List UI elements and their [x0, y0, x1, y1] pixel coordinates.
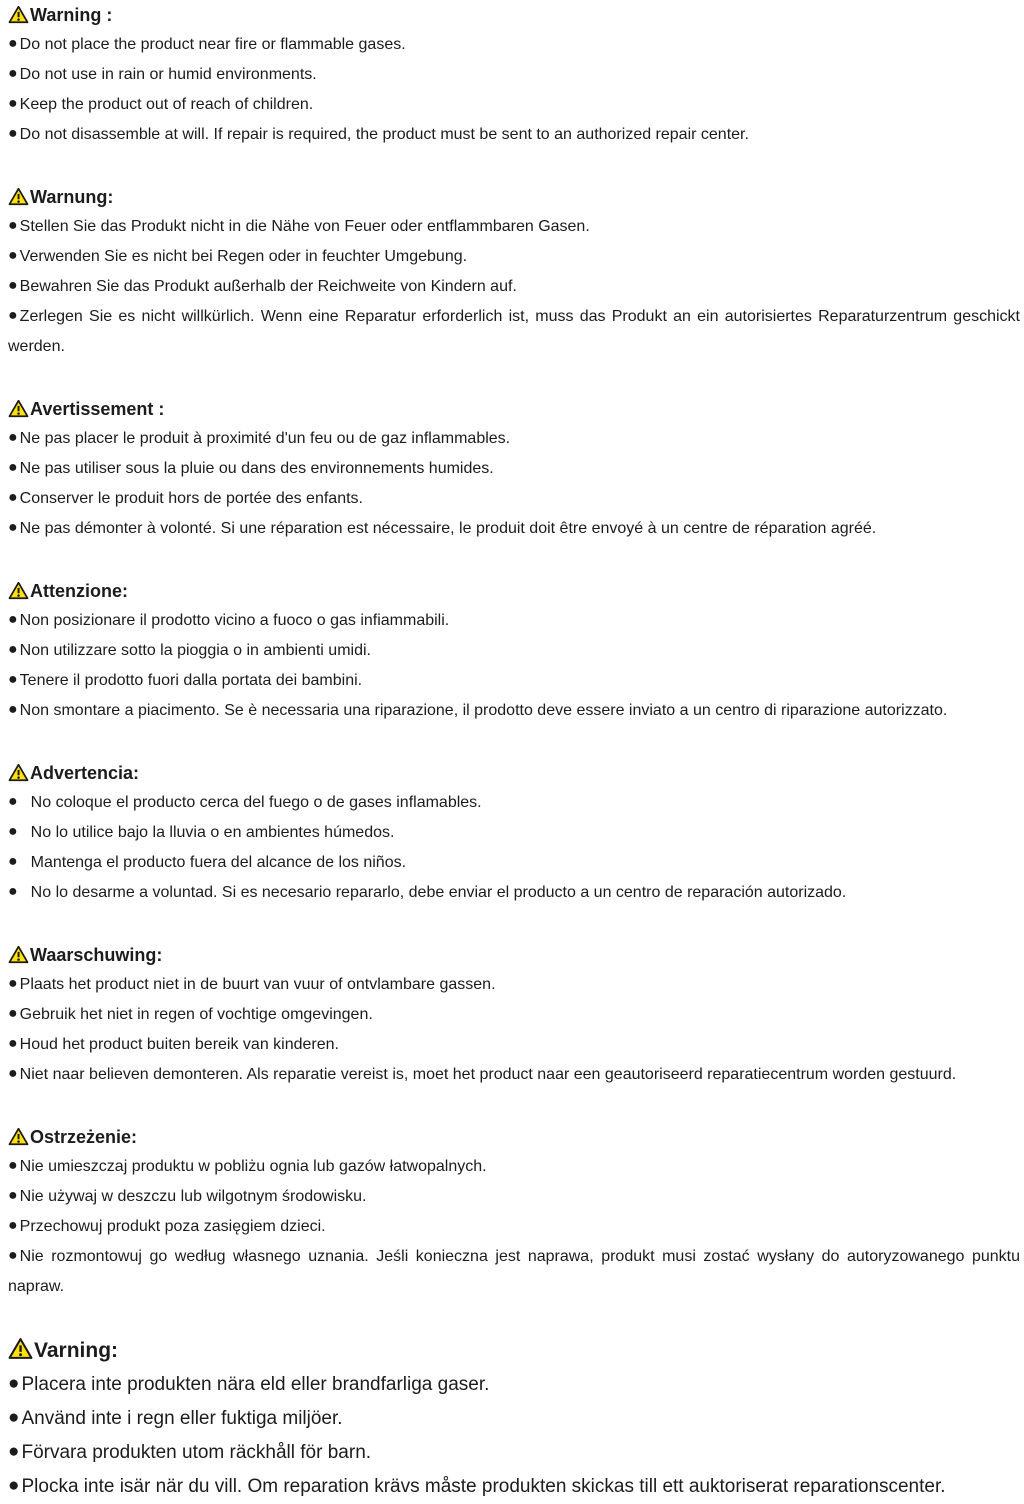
warning-item	[8, 878, 1020, 908]
bullet-icon: ●	[8, 1407, 20, 1428]
warning-triangle-icon	[8, 763, 29, 782]
bullet-icon: ●	[8, 1187, 18, 1204]
warning-item-text: Przechowuj produkt poza zasięgiem dzieci.	[19, 1218, 326, 1235]
section-heading-text: Warnung:	[30, 187, 114, 207]
section-heading	[8, 1334, 1020, 1368]
warning-item-text: Zerlegen Sie es nicht willkürlich. Wenn eine Reparatur erforderlich ist, muss das Produkt an ein autorisiertes Reparaturzentrum geschickt werden.	[8, 308, 1020, 355]
section-heading	[8, 1122, 1020, 1152]
warning-item	[8, 1152, 1020, 1182]
warning-item-text: No coloque el producto cerca del fuego o de gases inflamables.	[30, 794, 482, 811]
warning-item-text: Nie używaj w deszczu lub wilgotnym środowisku.	[19, 1188, 367, 1205]
warning-item	[8, 514, 1020, 544]
warning-triangle-icon	[8, 945, 29, 964]
bullet-icon: ●	[8, 1005, 18, 1022]
section-heading-text: Varning:	[34, 1339, 119, 1362]
bullet-icon: ●	[8, 641, 18, 658]
warning-item-text: Mantenga el producto fuera del alcance de los niños.	[30, 854, 407, 871]
bullet-icon: ●	[8, 1217, 18, 1234]
warning-item-text: Gebruik het niet in regen of vochtige omgevingen.	[19, 1006, 373, 1023]
warning-section-polish	[8, 1122, 1020, 1302]
section-heading-text: Avertissement :	[30, 399, 165, 419]
warning-item-text: Non posizionare il prodotto vicino a fuoco o gas infiammabili.	[19, 612, 450, 629]
warning-section-swedish	[8, 1334, 1020, 1504]
bullet-icon: ●	[8, 1475, 20, 1496]
bullet-icon: ●	[8, 1065, 18, 1082]
warning-item-text: Conserver le produit hors de portée des enfants.	[19, 490, 363, 507]
warning-item-text: Ne pas démonter à volonté. Si une réparation est nécessaire, le produit doit être envoyé à un centre de réparation agréé.	[19, 520, 877, 537]
bullet-icon: ●	[8, 95, 18, 112]
warning-item-text: Houd het product buiten bereik van kinderen.	[19, 1036, 339, 1053]
warning-item-text: Non smontare a piacimento. Se è necessaria una riparazione, il prodotto deve essere inviato a un centro di riparazione autorizzato.	[19, 702, 948, 719]
warning-item	[8, 970, 1020, 1000]
bullet-icon: ●	[8, 307, 18, 324]
bullet-icon: ●	[8, 459, 18, 476]
section-heading-text: Waarschuwing:	[30, 945, 163, 965]
bullet-icon: ●	[8, 671, 18, 688]
section-heading	[8, 0, 1020, 30]
warning-item	[8, 120, 1020, 150]
warning-item	[8, 606, 1020, 636]
bullet-icon: ●	[8, 247, 18, 264]
warning-section-dutch	[8, 940, 1020, 1090]
section-heading-text: Attenzione:	[30, 581, 128, 601]
bullet-icon: ●	[8, 65, 18, 82]
warning-item-text: Nie umieszczaj produktu w pobliżu ognia lub gazów łatwopalnych.	[19, 1158, 487, 1175]
warning-triangle-icon	[8, 187, 29, 206]
warning-item	[8, 818, 1020, 848]
warning-item	[8, 1030, 1020, 1060]
section-heading	[8, 182, 1020, 212]
bullet-icon: ●	[8, 701, 18, 718]
warning-section-german	[8, 182, 1020, 362]
warning-triangle-icon	[8, 1337, 33, 1360]
warning-item-text: Do not use in rain or humid environments.	[19, 66, 317, 83]
bullet-icon: ●	[8, 853, 18, 870]
warning-item	[8, 636, 1020, 666]
warning-item	[8, 212, 1020, 242]
bullet-icon: ●	[8, 793, 18, 810]
warning-item	[8, 424, 1020, 454]
warning-triangle-icon	[8, 581, 29, 600]
bullet-icon: ●	[8, 125, 18, 142]
warning-item	[8, 1182, 1020, 1212]
warning-item-text: Keep the product out of reach of children.	[19, 96, 314, 113]
warning-section-english	[8, 0, 1020, 150]
warning-item	[8, 1000, 1020, 1030]
warning-item-text: Do not disassemble at will. If repair is required, the product must be sent to an authorized repair center.	[19, 126, 749, 143]
bullet-icon: ●	[8, 35, 18, 52]
section-heading	[8, 576, 1020, 606]
warning-triangle-icon	[8, 1127, 29, 1146]
warning-item	[8, 1060, 1020, 1090]
bullet-icon: ●	[8, 975, 18, 992]
warning-item	[8, 90, 1020, 120]
bullet-icon: ●	[8, 217, 18, 234]
warning-item-text: Verwenden Sie es nicht bei Regen oder in feuchter Umgebung.	[19, 248, 468, 265]
warning-item-text: Ne pas utiliser sous la pluie ou dans des environnements humides.	[19, 460, 494, 477]
section-heading	[8, 394, 1020, 424]
warning-item	[8, 1402, 1020, 1436]
warning-triangle-icon	[8, 5, 29, 24]
warning-item	[8, 788, 1020, 818]
section-heading-text: Advertencia:	[30, 763, 140, 783]
bullet-icon: ●	[8, 1035, 18, 1052]
bullet-icon: ●	[8, 883, 18, 900]
warning-item-text: Bewahren Sie das Produkt außerhalb der Reichweite von Kindern auf.	[19, 278, 517, 295]
warning-item-text: Använd inte i regn eller fuktiga miljöer.	[21, 1408, 343, 1429]
bullet-icon: ●	[8, 489, 18, 506]
warning-triangle-icon	[8, 399, 29, 418]
warning-item-text: Förvara produkten utom räckhåll för barn.	[21, 1442, 372, 1463]
warning-item-text: Do not place the product near fire or flammable gases.	[19, 36, 406, 53]
warning-item-text: Stellen Sie das Produkt nicht in die Nähe von Feuer oder entflammbaren Gasen.	[19, 218, 590, 235]
bullet-icon: ●	[8, 519, 18, 536]
warning-item-text: Placera inte produkten nära eld eller brandfarliga gaser.	[21, 1374, 490, 1395]
warning-item-text: Plaats het product niet in de buurt van vuur of ontvlambare gassen.	[19, 976, 496, 993]
section-heading	[8, 758, 1020, 788]
warning-section-french	[8, 394, 1020, 544]
warning-item	[8, 1242, 1020, 1302]
warning-item	[8, 60, 1020, 90]
bullet-icon: ●	[8, 1373, 20, 1394]
warning-item-text: Tenere il prodotto fuori dalla portata dei bambini.	[19, 672, 363, 689]
warning-section-spanish	[8, 758, 1020, 908]
bullet-icon: ●	[8, 277, 18, 294]
warning-item	[8, 30, 1020, 60]
warning-item	[8, 696, 1020, 726]
bullet-icon: ●	[8, 429, 18, 446]
warning-item	[8, 1368, 1020, 1402]
warning-item	[8, 1212, 1020, 1242]
warning-item-text: Niet naar believen demonteren. Als reparatie vereist is, moet het product naar een geautoriseerd reparatiecentrum worden gestuurd.	[19, 1066, 957, 1083]
warning-item	[8, 666, 1020, 696]
warning-item	[8, 242, 1020, 272]
warning-item	[8, 1470, 1020, 1504]
warning-section-italian	[8, 576, 1020, 726]
bullet-icon: ●	[8, 1247, 18, 1264]
warning-item	[8, 272, 1020, 302]
warning-item-text: Plocka inte isär när du vill. Om reparation krävs måste produkten skickas till ett auktoriserat reparationscenter.	[21, 1476, 946, 1497]
section-heading-text: Ostrzeżenie:	[30, 1127, 138, 1147]
bullet-icon: ●	[8, 1157, 18, 1174]
section-heading	[8, 940, 1020, 970]
warning-item-text: Non utilizzare sotto la pioggia o in ambienti umidi.	[19, 642, 371, 659]
bullet-icon: ●	[8, 611, 18, 628]
warning-item	[8, 302, 1020, 362]
warning-item	[8, 848, 1020, 878]
bullet-icon: ●	[8, 1441, 20, 1462]
warning-item	[8, 454, 1020, 484]
section-heading-text: Warning :	[30, 5, 113, 25]
warning-item-text: Ne pas placer le produit à proximité d'un feu ou de gaz inflammables.	[19, 430, 511, 447]
warning-item	[8, 1436, 1020, 1470]
bullet-icon: ●	[8, 823, 18, 840]
warning-item-text: Nie rozmontowuj go według własnego uznania. Jeśli konieczna jest naprawa, produkt musi zostać wysłany do autoryzowanego punktu napraw.	[8, 1248, 1020, 1295]
warning-item	[8, 484, 1020, 514]
warning-item-text: No lo desarme a voluntad. Si es necesario repararlo, debe enviar el producto a un centro de reparación autorizado.	[30, 884, 847, 901]
warning-item-text: No lo utilice bajo la lluvia o en ambientes húmedos.	[30, 824, 395, 841]
